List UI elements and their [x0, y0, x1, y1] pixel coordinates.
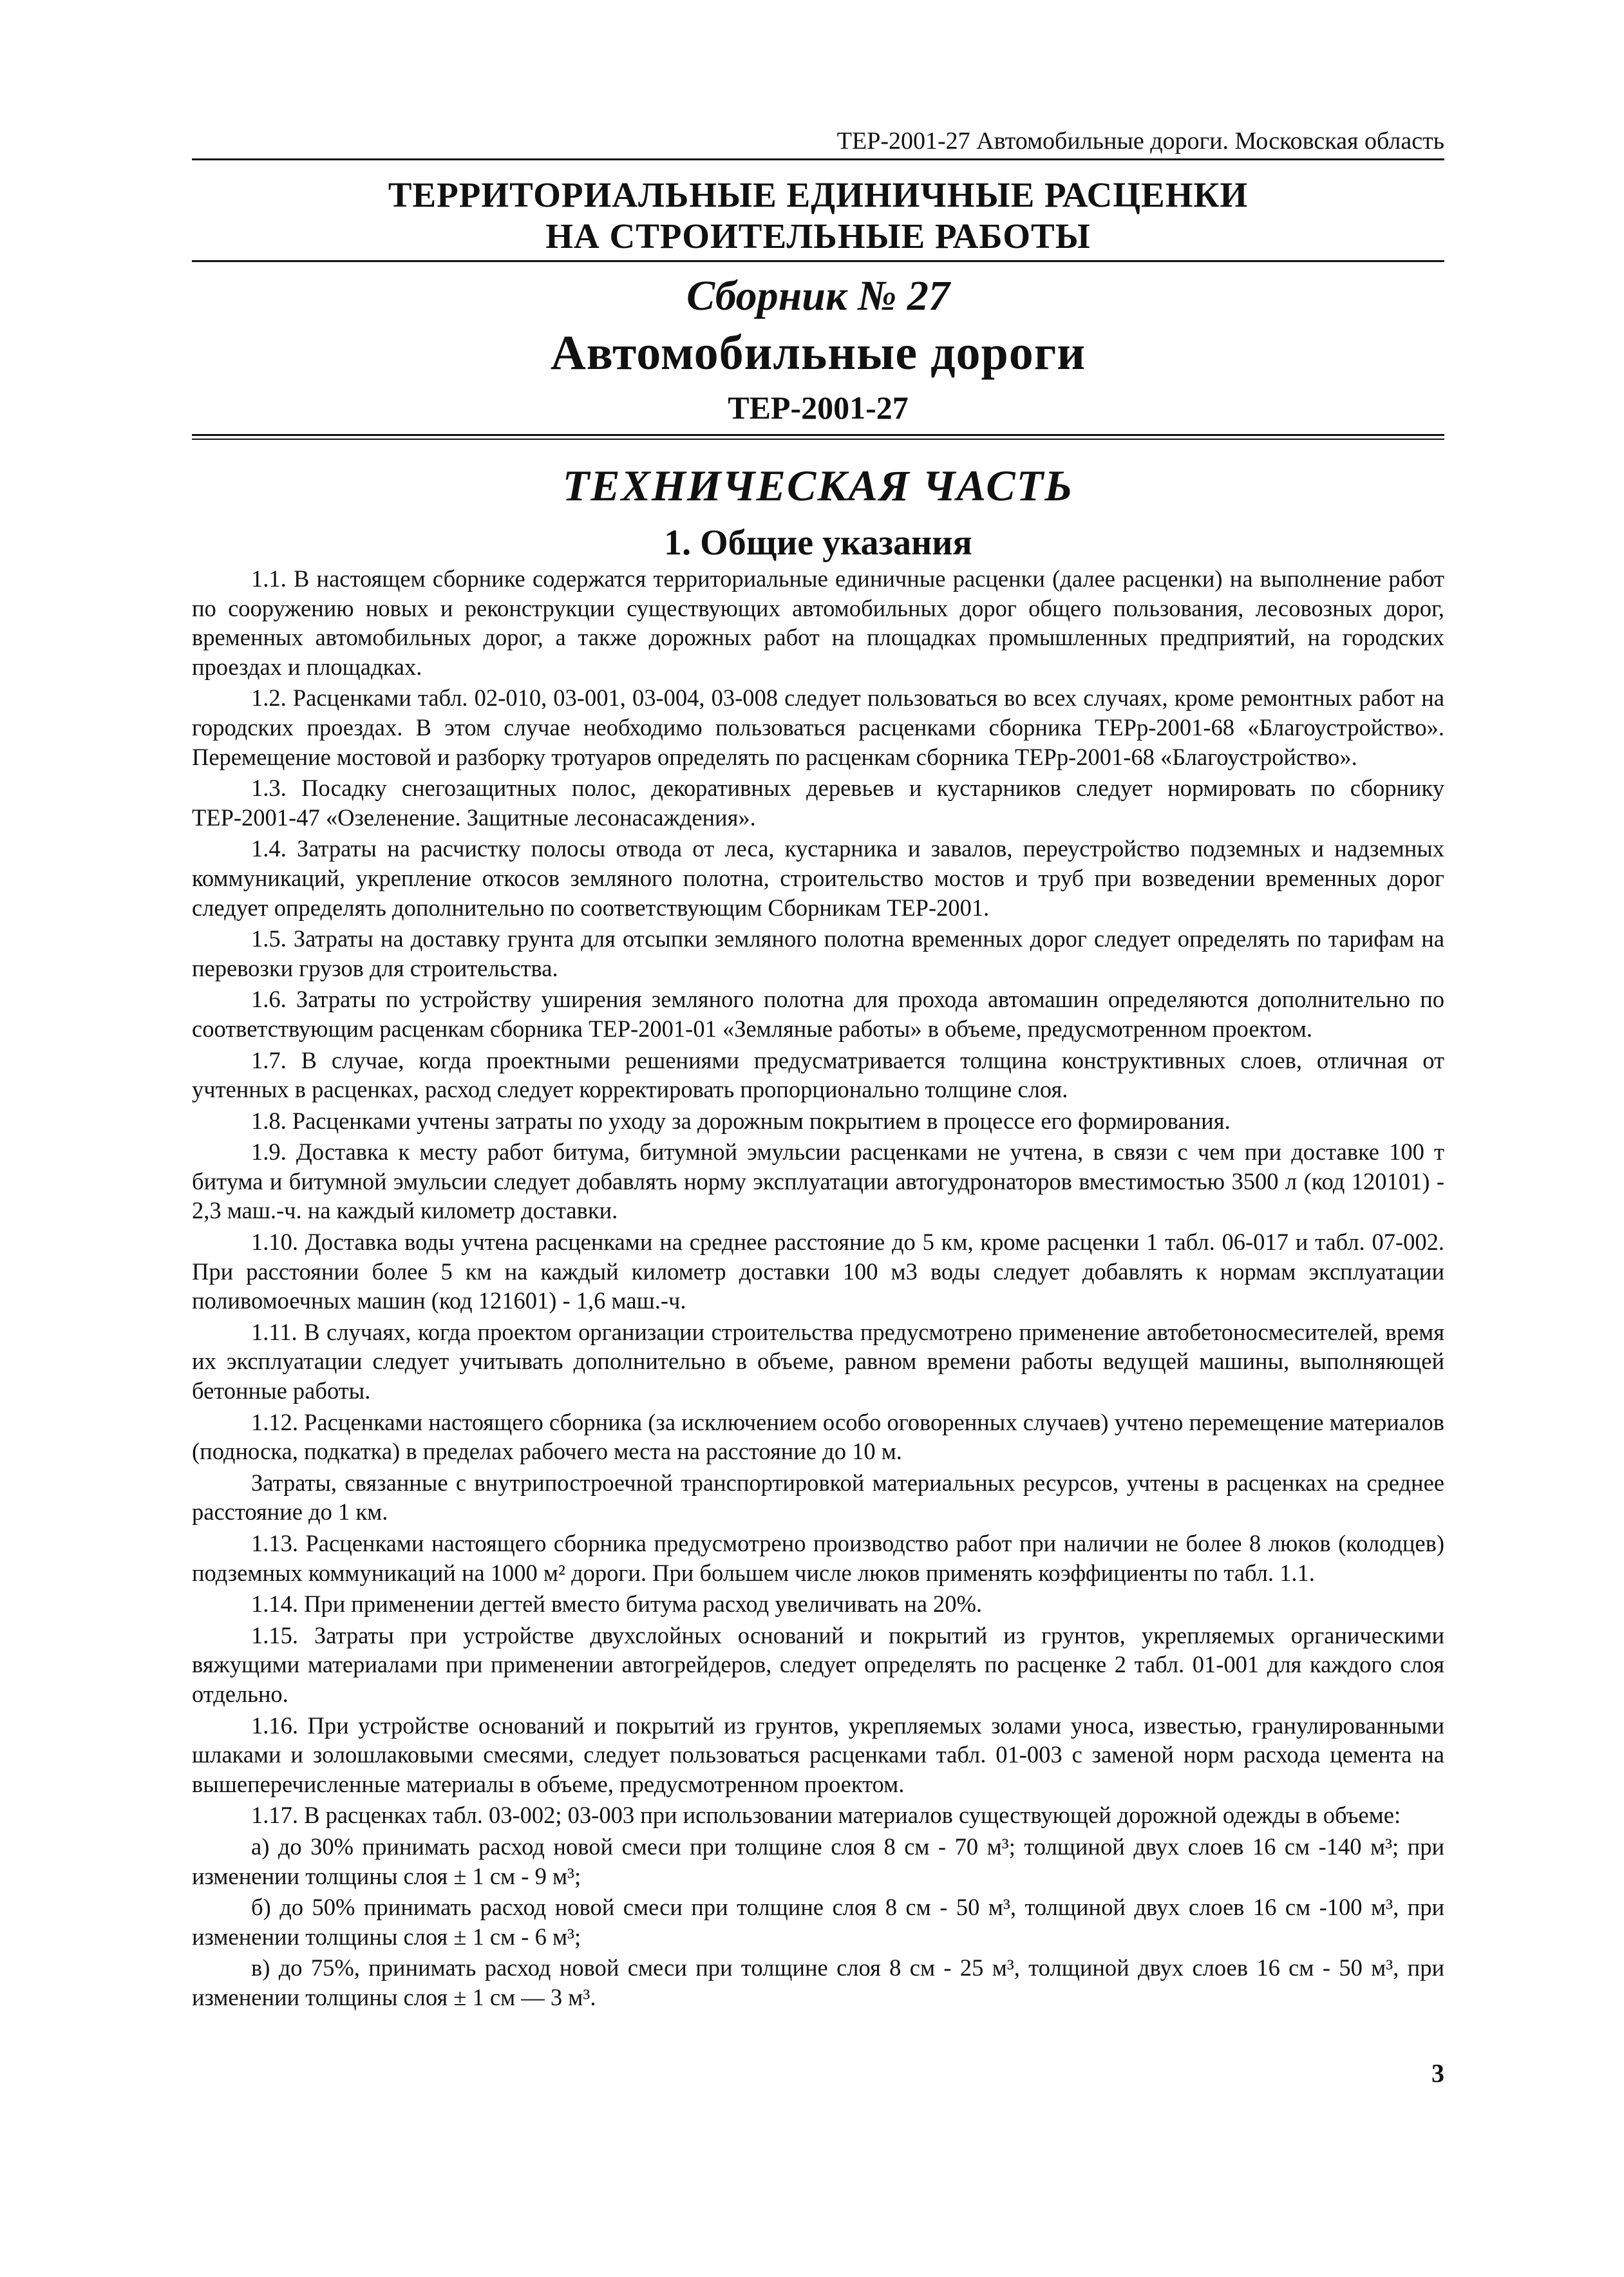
- list-item-b: б) до 50% принимать расход новой смеси при толщине слоя 8 см - 50 м³, толщиной двух слоев 16 см -100 м³, при изменении толщины слоя ± 1 см - 6 м³;: [192, 1894, 1444, 1950]
- paragraph-1-6: 1.6. Затраты по устройству уширения земляного полотна для прохода автомашин определяются дополнительно по соответствующим расценкам сборника ТЕР-2001-01 «Земляные работы» в объеме, предусмотренном проектом.: [192, 986, 1444, 1042]
- paragraph-1-16: 1.16. При устройстве оснований и покрытий из грунтов, укрепляемых золами уноса, известью, гранулированными шлаками и золошлаковыми смесями, следует пользоваться расценками табл. 01-003 с заменой норм расхода цемента на вышеперечисленные материалы в объеме, предусмотренном проектом.: [192, 1712, 1444, 1797]
- header-rule: [192, 158, 1444, 160]
- paragraph-1-14: 1.14. При применении дегтей вместо битума расход увеличивать на 20%.: [251, 1591, 983, 1618]
- title-main-line2: НА СТРОИТЕЛЬНЫЕ РАБОТЫ: [545, 216, 1091, 256]
- paragraph-1-8: 1.8. Расценками учтены затраты по уходу за дорожным покрытием в процессе его формирования.: [251, 1107, 1231, 1134]
- list-item-a: а) до 30% принимать расход новой смеси при толщине слоя 8 см - 70 м³; толщиной двух слоев 16 см -140 м³; при изменении толщины слоя ± 1 см - 9 м³;: [192, 1833, 1444, 1889]
- title-rule: [192, 260, 1444, 262]
- paragraph-1-2: 1.2. Расценками табл. 02-010, 03-001, 03-004, 03-008 следует пользоваться во всех случаях, кроме ремонтных работ на городских проездах. В этом случае необходимо пользоваться расценками сборника ТЕРр-2001-68 «Благоустройство». Перемещение мостовой и разборку тротуаров определять по расценкам сборника ТЕРр-2001-68 «Благоустройство».: [192, 685, 1444, 770]
- code-rule-top: [192, 434, 1444, 436]
- paragraph-1-12: 1.12. Расценками настоящего сборника (за исключением особо оговоренных случаев) учтено перемещение материалов (подноска, подкатка) в пределах рабочего места на расстояние до 10 м.: [192, 1408, 1444, 1465]
- paragraph-1-1: 1.1. В настоящем сборнике содержатся территориальные единичные расценки (далее расценки) на выполнение работ по сооружению новых и реконструкции существующих автомобильных дорог общего пользования, лесовозных дорог, временных автомобильных дорог, а также дорожных работ на площадках промышленных предприятий, на городских проездах и площадках.: [192, 565, 1444, 680]
- paragraph-1-10: 1.10. Доставка воды учтена расценками на среднее расстояние до 5 км, кроме расценки 1 табл. 06-017 и табл. 07-002. При расстоянии более 5 км на каждый километр доставки 100 м3 воды следует добавлять к нормам эксплуатации поливомоечных машин (код 121601) - 1,6 маш.-ч.: [192, 1229, 1444, 1314]
- list-item-c: в) до 75%, принимать расход новой смеси при толщине слоя 8 см - 25 м³, толщиной двух слоев 16 см - 50 м³, при изменении толщины слоя ± 1 см — 3 м³.: [192, 1954, 1444, 2010]
- section-title: 1. Общие указания: [664, 523, 972, 563]
- paragraph-1-5: 1.5. Затраты на доставку грунта для отсыпки земляного полотна временных дорог следует определять по тарифам на перевозки грузов для строительства.: [192, 925, 1444, 981]
- running-header: ТЕР-2001-27 Автомобильные дороги. Московская область: [836, 128, 1444, 155]
- title-main-line1: ТЕРРИТОРИАЛЬНЫЕ ЕДИНИЧНЫЕ РАСЦЕНКИ: [388, 175, 1249, 214]
- paragraph-1-12-cont: Затраты, связанные с внутрипостроечной транспортировкой материальных ресурсов, учтены в расценках на среднее расстояние до 1 км.: [192, 1469, 1444, 1526]
- code-title: ТЕР-2001-27: [728, 390, 909, 426]
- paragraph-1-15: 1.15. Затраты при устройстве двухслойных оснований и покрытий из грунтов, укрепляемых органическими вяжущими материалами при применении автогрейдеров, следует определять по расценке 2 табл. 01-001 для каждого слоя отдельно.: [192, 1621, 1444, 1707]
- page-number: 3: [1431, 2059, 1444, 2088]
- paragraph-1-3: 1.3. Посадку снегозащитных полос, декоративных деревьев и кустарников следует нормировать по сборнику ТЕР-2001-47 «Озеленение. Защитные лесонасаждения».: [192, 775, 1444, 831]
- paragraph-1-7: 1.7. В случае, когда проектными решениями предусматривается толщина конструктивных слоев, отличная от учтенных в расценках, расход следует корректировать пропорционально толщине слоя.: [192, 1046, 1444, 1103]
- subject-title: Автомобильные дороги: [550, 326, 1086, 380]
- paragraph-1-13: 1.13. Расценками настоящего сборника предусмотрено производство работ при наличии не более 8 люков (колодцев) подземных коммуникаций на 1000 м² дороги. При большем числе люков применять коэффициенты по табл. 1.1.: [192, 1530, 1444, 1586]
- part-title: ТЕХНИЧЕСКАЯ ЧАСТЬ: [562, 461, 1074, 510]
- body-text: [192, 564, 1444, 2014]
- code-rule-bottom: [192, 439, 1444, 440]
- collection-title: Сборник № 27: [686, 272, 950, 319]
- paragraph-1-11: 1.11. В случаях, когда проектом организации строительства предусмотрено применение автобетоносмесителей, время их эксплуатации следует учитывать дополнительно в объеме, равном времени работы ведущей машины, выполняющей бетонные работы.: [192, 1318, 1444, 1404]
- paragraph-1-9: 1.9. Доставка к месту работ битума, битумной эмульсии расценками не учтена, в связи с чем при доставке 100 т битума и битумной эмульсии следует добавлять норму эксплуатации автогудронаторов вместимостью 3500 л (код 120101) - 2,3 маш.-ч. на каждый километр доставки.: [192, 1138, 1444, 1224]
- paragraph-1-17: 1.17. В расценках табл. 03-002; 03-003 при использовании материалов существующей дорожной одежды в объеме:: [251, 1802, 1401, 1829]
- paragraph-1-4: 1.4. Затраты на расчистку полосы отвода от леса, кустарника и завалов, переустройство подземных и надземных коммуникаций, укрепление откосов земляного полотна, строительство мостов и труб при возведении временных дорог следует определять дополнительно по соответствующим Сборникам ТЕР-2001.: [192, 835, 1444, 921]
